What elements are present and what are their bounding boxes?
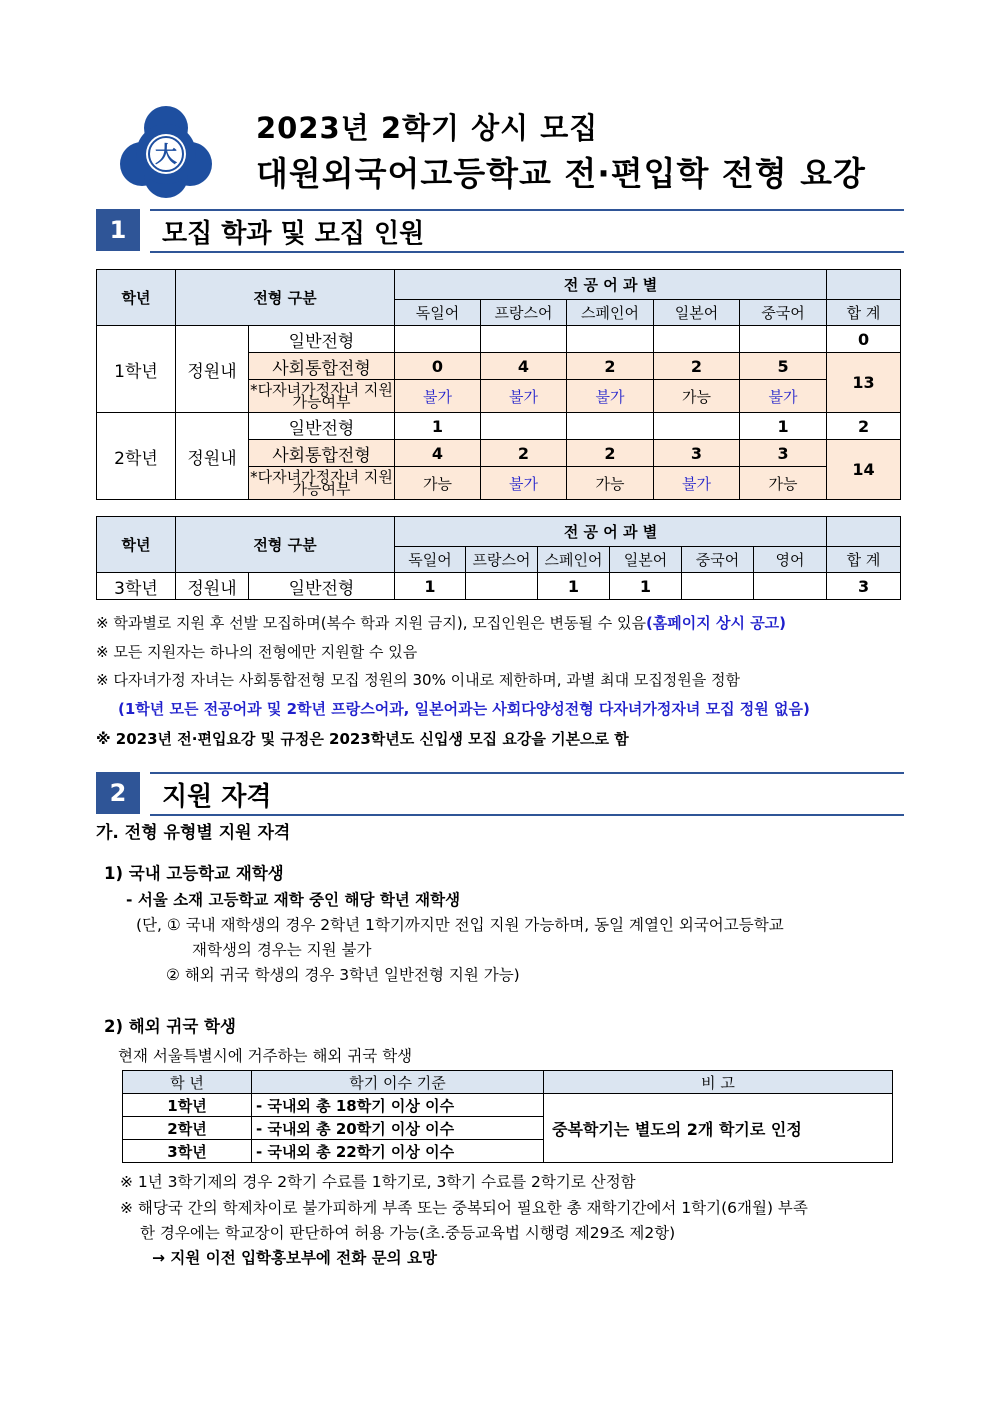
major-english: 영어	[754, 547, 827, 573]
grade2-social-label: 사회통합전형	[249, 440, 395, 467]
header-total: 합 계	[827, 300, 901, 326]
major-french: 프랑스어	[466, 547, 538, 573]
item2-note2b: 한 경우에는 학교장이 판단하여 허용 가능(초.중등교육법 시행령 제29조 제2항)	[140, 1224, 676, 1242]
note-1-text: ※ 학과별로 지원 후 선발 모집하며(복수 학과 지원 금지), 모집인원은 변동될 수 있음	[96, 614, 646, 632]
section1-heading	[96, 209, 904, 253]
grade1-multi-value: 불가	[481, 380, 567, 413]
major-german: 독일어	[395, 300, 481, 326]
note-1	[96, 612, 786, 633]
header-major: 전 공 어 과 별	[395, 517, 827, 547]
remark: 중복학기는 별도의 2개 학기로 인정	[544, 1094, 893, 1163]
item2-note2a: ※ 해당국 간의 학제차이로 불가피하게 부족 또는 중복되어 필요한 총 재학기간에서 1학기(6개월) 부족	[120, 1199, 808, 1217]
grade3-type: 일반전형	[249, 573, 395, 600]
grade1-multi-value: 불가	[740, 380, 827, 413]
grade3-value: 1	[395, 573, 466, 600]
grade2-quota: 정원내	[176, 413, 249, 500]
grade2-general-value: 1	[395, 413, 481, 440]
grade2-multi-value: 불가	[654, 467, 740, 500]
header-type: 전형 구분	[176, 517, 395, 573]
grade2-social-value: 3	[740, 440, 827, 467]
grade1-general-value	[567, 326, 654, 353]
header-total-blank	[827, 270, 901, 300]
divider	[150, 251, 904, 253]
grade1-social-value: 5	[740, 353, 827, 380]
divider	[150, 814, 904, 816]
section1-number: 1	[96, 209, 140, 251]
major-chinese: 중국어	[682, 547, 754, 573]
row-criteria: - 국내외 총 20학기 이상 이수	[252, 1117, 544, 1140]
grade3-value	[754, 573, 827, 600]
grade3-value	[682, 573, 754, 600]
grade2-general-label: 일반전형	[249, 413, 395, 440]
row-criteria: - 국내외 총 18학기 이상 이수	[252, 1094, 544, 1117]
row-criteria: - 국내외 총 22학기 이상 이수	[252, 1140, 544, 1163]
item1-line3: 재학생의 경우는 지원 불가	[192, 941, 372, 959]
grade3-label: 3학년	[97, 573, 176, 600]
major-japanese: 일본어	[654, 300, 740, 326]
grade2-social-value: 2	[481, 440, 567, 467]
header-total: 합 계	[827, 547, 901, 573]
grade2-social-value: 4	[395, 440, 481, 467]
grade2-general-value	[567, 413, 654, 440]
grade1-social-value: 4	[481, 353, 567, 380]
grade1-general-value	[481, 326, 567, 353]
section2-subtitle: 가. 전형 유형별 지원 자격	[96, 823, 291, 843]
note-3: ※ 다자녀가정 자녀는 사회통합전형 모집 정원의 30% 이내로 제한하며, 과별 최대 모집정원을 정함	[96, 671, 741, 689]
item1-line4: ② 해외 귀국 학생의 경우 3학년 일반전형 지원 가능)	[166, 966, 520, 984]
major-spanish: 스페인어	[538, 547, 610, 573]
row-grade: 1학년	[123, 1094, 252, 1117]
major-chinese: 중국어	[740, 300, 827, 326]
item2-note1: ※ 1년 3학기제의 경우 2학기 수료를 1학기로, 3학기 수료를 2학기로 산정함	[120, 1173, 636, 1191]
grade2-social-total: 14	[827, 440, 901, 500]
grade1-general-value	[395, 326, 481, 353]
grade2-multi-label: *다자녀가정자녀 지원 가능여부	[250, 468, 393, 498]
grade2-multi-value: 가능	[740, 467, 827, 500]
header-grade: 학년	[97, 517, 176, 573]
grade2-label: 2학년	[97, 413, 176, 500]
col-criteria: 학기 이수 기준	[252, 1071, 544, 1094]
major-french: 프랑스어	[481, 300, 567, 326]
major-japanese: 일본어	[610, 547, 682, 573]
grade3-total: 3	[827, 573, 901, 600]
grade1-general-total: 0	[827, 326, 901, 353]
col-remark: 비 고	[544, 1071, 893, 1094]
school-logo-icon	[118, 106, 214, 202]
grade1-label: 1학년	[97, 326, 176, 413]
grade1-multi-value: 불가	[567, 380, 654, 413]
grade1-general-label: 일반전형	[249, 326, 395, 353]
grade2-social-value: 2	[567, 440, 654, 467]
item2-note3: → 지원 이전 입학홍보부에 전화 문의 요망	[152, 1249, 437, 1267]
note-1-highlight: (홈페이지 상시 공고)	[645, 614, 787, 632]
grade1-quota: 정원내	[176, 326, 249, 413]
grade3-value: 1	[538, 573, 610, 600]
semester-criteria-table	[122, 1070, 893, 1163]
grade1-general-value	[740, 326, 827, 353]
grade2-general-total: 2	[827, 413, 901, 440]
grade3-value	[466, 573, 538, 600]
title-line1: 2023년 2학기 상시 모집	[256, 111, 599, 145]
col-grade: 학 년	[123, 1071, 252, 1094]
grade1-social-label: 사회통합전형	[249, 353, 395, 380]
row-grade: 3학년	[123, 1140, 252, 1163]
recruitment-table-grade3	[96, 516, 901, 600]
section2-title: 지원 자격	[162, 782, 272, 812]
header-type: 전형 구분	[176, 270, 395, 326]
grade2-social-value: 3	[654, 440, 740, 467]
section2-number: 2	[96, 772, 140, 814]
section2-heading	[96, 772, 904, 816]
recruitment-table-grade1-2	[96, 269, 901, 500]
grade1-social-value: 2	[567, 353, 654, 380]
grade3-quota: 정원내	[176, 573, 249, 600]
title-line2: 대원외국어고등학교 전·편입학 전형 요강	[256, 154, 866, 193]
grade2-general-value	[654, 413, 740, 440]
item1-title: 1) 국내 고등학교 재학생	[104, 864, 284, 883]
grade2-general-value	[481, 413, 567, 440]
grade1-multi-value: 가능	[654, 380, 740, 413]
grade1-general-value	[654, 326, 740, 353]
grade2-multi-value: 가능	[395, 467, 481, 500]
note-2: ※ 모든 지원자는 하나의 전형에만 지원할 수 있음	[96, 643, 418, 661]
header-total-blank	[827, 517, 901, 547]
grade1-social-value: 2	[654, 353, 740, 380]
row-grade: 2학년	[123, 1117, 252, 1140]
grade2-multi-value: 불가	[481, 467, 567, 500]
note-4: ※ 2023년 전·편입요강 및 규정은 2023학년도 신입생 모집 요강을 기본으로 함	[96, 730, 629, 748]
item2-desc: 현재 서울특별시에 거주하는 해외 귀국 학생	[118, 1047, 413, 1065]
note-3-sub: (1학년 모든 전공어과 및 2학년 프랑스어과, 일본어과는 사회다양성전형 다자녀가정자녀 모집 정원 없음)	[118, 700, 810, 718]
divider	[150, 209, 904, 211]
major-german: 독일어	[395, 547, 466, 573]
grade2-multi-value: 가능	[567, 467, 654, 500]
grade2-general-value: 1	[740, 413, 827, 440]
section1-title: 모집 학과 및 모집 인원	[162, 219, 425, 249]
item1-line1: - 서울 소재 고등학교 재학 중인 해당 학년 재학생	[126, 891, 461, 909]
grade1-multi-label: *다자녀가정자녀 지원 가능여부	[250, 381, 393, 411]
header-major: 전 공 어 과 별	[395, 270, 827, 300]
logo-char: 大	[154, 143, 178, 168]
item2-title: 2) 해외 귀국 학생	[104, 1017, 236, 1036]
header-grade: 학년	[97, 270, 176, 326]
grade1-social-value: 0	[395, 353, 481, 380]
grade1-social-total: 13	[827, 353, 901, 413]
grade1-multi-value: 불가	[395, 380, 481, 413]
major-spanish: 스페인어	[567, 300, 654, 326]
item1-line2: (단, ① 국내 재학생의 경우 2학년 1학기까지만 전입 지원 가능하며, 동일 계열인 외국어고등학교	[136, 916, 784, 934]
divider	[150, 772, 904, 774]
grade3-value: 1	[610, 573, 682, 600]
